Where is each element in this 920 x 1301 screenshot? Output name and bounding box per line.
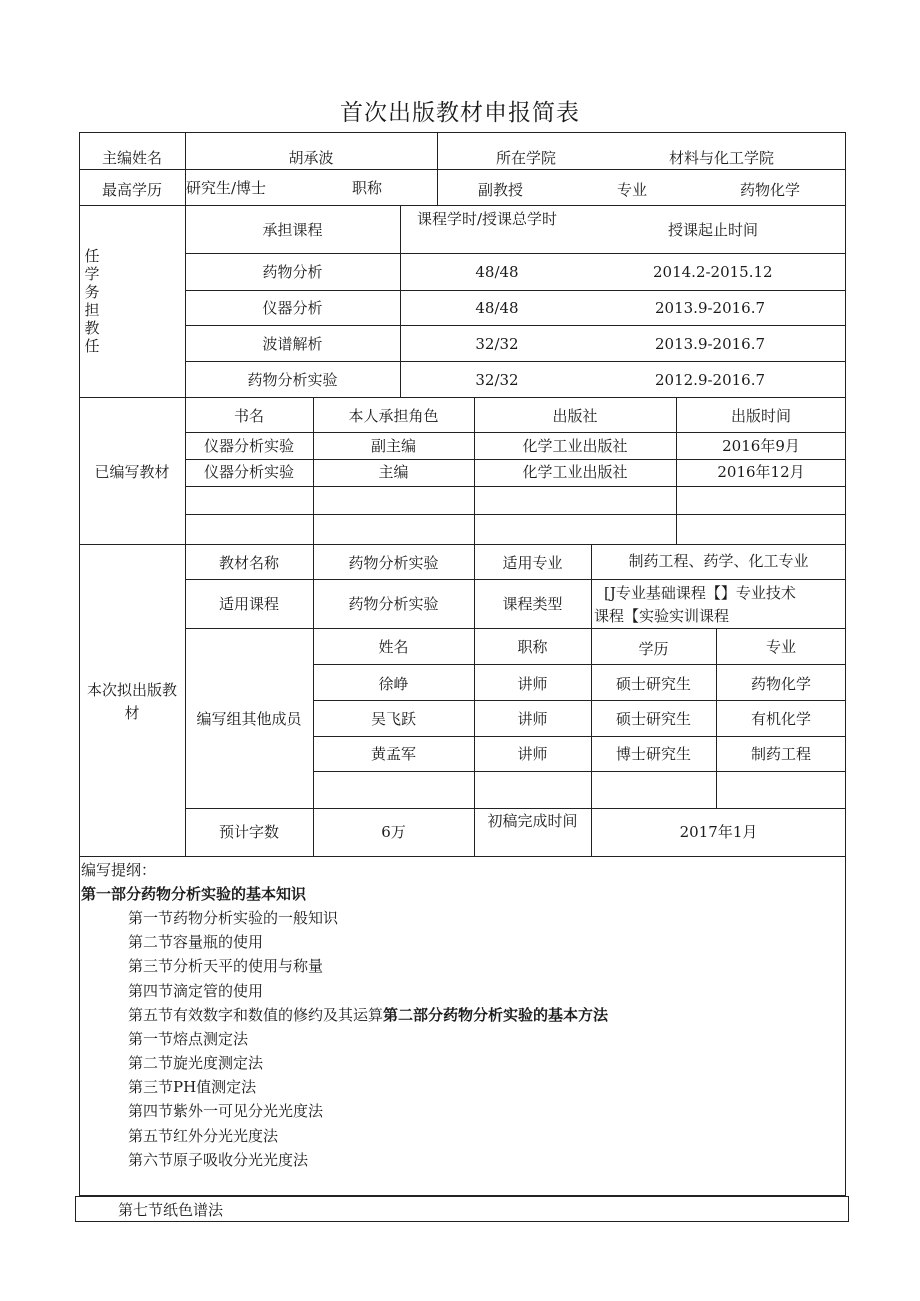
member-title: 讲师 (517, 675, 548, 693)
published-date: 2016年12月 (717, 463, 805, 481)
applicable-course-label: 适用课程 (218, 595, 279, 613)
outline-line-continued: 第七节纸色谱法 (118, 1201, 224, 1219)
member-degree: 硕士研究生 (615, 675, 691, 693)
teaching-period: 2014.2-2015.12 (653, 263, 773, 281)
degree-value: 研究生/博士 (186, 179, 267, 197)
editor-label: 主编姓名 (101, 149, 162, 167)
col-hours-header: 课程学时/授课总学时 (417, 210, 558, 228)
applicable-major-label: 适用专业 (502, 554, 563, 572)
teaching-label-4: 担 (84, 301, 100, 319)
draft-date-value: 2017年1月 (679, 823, 758, 841)
word-count-value: 6万 (381, 823, 406, 841)
rank-label: 职称 (352, 179, 383, 197)
rank-value: 副教授 (478, 181, 524, 199)
course-type-line2: 课程【实验实训课程 (594, 607, 730, 625)
col-member-major: 专业 (765, 638, 796, 656)
outline-line: 第二节旋光度测定法 (128, 1054, 264, 1072)
teaching-course: 药物分析实验 (247, 371, 338, 389)
major-label: 专业 (617, 181, 648, 199)
applicable-major-value: 制药工程、药学、化工专业 (628, 552, 809, 570)
member-major: 药物化学 (750, 675, 811, 693)
member-major: 有机化学 (750, 710, 811, 728)
college-label: 所在学院 (496, 149, 557, 167)
outline-line: 第三节PH值测定法 (128, 1078, 257, 1096)
published-book: 仪器分析实验 (203, 463, 294, 481)
published-section-label: 已编写教材 (94, 463, 170, 481)
teaching-period: 2013.9-2016.7 (655, 335, 766, 353)
teaching-label-3: 务 (84, 283, 100, 301)
outline-line: 第四节紫外一可见分光光度法 (128, 1102, 324, 1120)
course-type-label: 课程类型 (502, 595, 563, 613)
col-member-degree: 学历 (638, 640, 669, 658)
col-period-header: 授课起止时间 (668, 221, 759, 239)
outline-part2: 第二部分药物分析实验的基本方法 (383, 1006, 609, 1024)
member-name: 黄孟军 (370, 745, 416, 763)
member-major: 制药工程 (750, 745, 811, 763)
teaching-period: 2012.9-2016.7 (655, 371, 766, 389)
outline-line: 第六节原子吸收分光光度法 (128, 1151, 309, 1169)
outline-part1: 第一部分药物分析实验的基本知识 (81, 885, 307, 903)
member-name: 吴飞跃 (370, 710, 416, 728)
applicable-course-value: 药物分析实验 (348, 595, 439, 613)
editor-name: 胡承波 (288, 149, 334, 167)
member-name: 徐峥 (378, 675, 409, 693)
planned-section-label-2: 材 (124, 704, 140, 722)
college-value: 材料与化工学院 (669, 149, 775, 167)
member-title: 讲师 (517, 710, 548, 728)
col-member-title: 职称 (517, 638, 548, 656)
published-role: 副主编 (370, 437, 416, 455)
outline-line-5 (128, 1006, 608, 1024)
teaching-label-5: 教 (84, 319, 100, 337)
teaching-course: 波谱解析 (262, 335, 323, 353)
teaching-hours: 32/32 (475, 335, 519, 353)
col-role-header: 本人承担角色 (348, 407, 439, 425)
teaching-course: 仪器分析 (262, 299, 323, 317)
teaching-course: 药物分析 (262, 263, 323, 281)
member-degree: 硕士研究生 (615, 710, 691, 728)
teaching-period: 2013.9-2016.7 (655, 299, 766, 317)
outline-line: 第四节滴定管的使用 (128, 982, 264, 1000)
teaching-hours: 48/48 (475, 263, 519, 281)
teaching-label-2: 学 (84, 265, 100, 283)
page-title: 首次出版教材申报简表 (340, 100, 580, 126)
course-type-line1: [J专业基础课程【】专业技术 (604, 584, 796, 602)
major-value: 药物化学 (740, 181, 801, 199)
member-title: 讲师 (517, 745, 548, 763)
word-count-label: 预计字数 (218, 823, 279, 841)
outline-line: 第二节容量瓶的使用 (128, 933, 264, 951)
published-publisher: 化学工业出版社 (522, 463, 628, 481)
published-publisher: 化学工业出版社 (522, 437, 628, 455)
outline-line5-text: 第五节有效数字和数值的修约及其运算 (128, 1006, 384, 1024)
planned-section-label-1: 本次拟出版教 (86, 681, 177, 699)
members-label: 编写组其他成员 (196, 710, 302, 728)
member-degree: 博士研究生 (615, 745, 691, 763)
col-date-header: 出版时间 (730, 407, 791, 425)
teaching-label-6: 任 (84, 337, 100, 355)
outline-label: 编写提纲： (81, 861, 157, 879)
degree-label: 最高学历 (101, 181, 162, 199)
draft-date-label: 初稿完成时间 (487, 812, 578, 830)
col-course-header: 承担课程 (262, 221, 323, 239)
outline-line: 第三节分析天平的使用与称量 (128, 957, 324, 975)
outline-line: 第一节药物分析实验的一般知识 (128, 909, 339, 927)
teaching-hours: 48/48 (475, 299, 519, 317)
teaching-hours: 32/32 (475, 371, 519, 389)
textbook-name-label: 教材名称 (218, 554, 279, 572)
col-publisher-header: 出版社 (552, 407, 598, 425)
col-member-name: 姓名 (378, 638, 409, 656)
teaching-label-1: 任 (84, 247, 100, 265)
outline-line: 第一节熔点测定法 (128, 1030, 249, 1048)
published-role: 主编 (378, 463, 409, 481)
col-book-header: 书名 (233, 407, 264, 425)
textbook-name-value: 药物分析实验 (348, 554, 439, 572)
published-date: 2016年9月 (722, 437, 800, 455)
outline-line: 第五节红外分光光度法 (128, 1127, 279, 1145)
published-book: 仪器分析实验 (203, 437, 294, 455)
